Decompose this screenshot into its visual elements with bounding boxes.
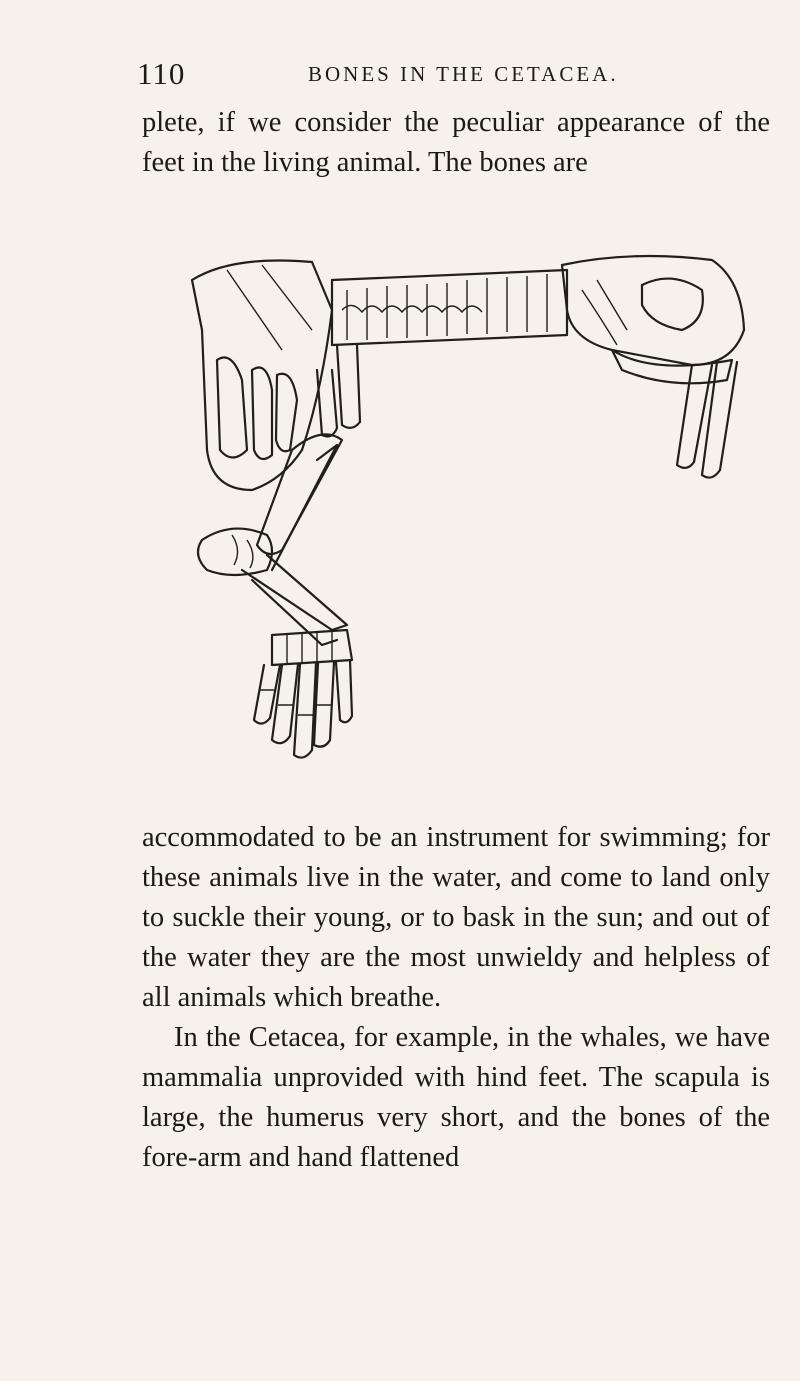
skeleton-illustration [172,250,752,770]
top-paragraph-block [142,103,770,183]
paragraph-cetacea: In the Cetacea, for example, in the whales, we have mammalia unprovided with hind feet. The scapula is large, the humerus very short, and the bones of the fore-arm and hand flattened [142,1022,770,1173]
page-number: 110 [137,56,186,91]
top-paragraph: plete, if we consider the peculiar appearance of the feet in the living animal. The bones are [142,107,770,178]
page-header [0,56,800,96]
bottom-text-block [142,818,770,1178]
seal-hind-limb-skeleton-drawing [172,250,752,770]
running-head: BONES IN THE CETACEA. [308,62,619,86]
paragraph-swimming: accommodated to be an instrument for swimming; for these animals live in the water, and come to land only to suckle their young, or to bask in the sun; and out of the water they are the most unwieldy and helpless of all animals which breathe. [142,822,770,1013]
